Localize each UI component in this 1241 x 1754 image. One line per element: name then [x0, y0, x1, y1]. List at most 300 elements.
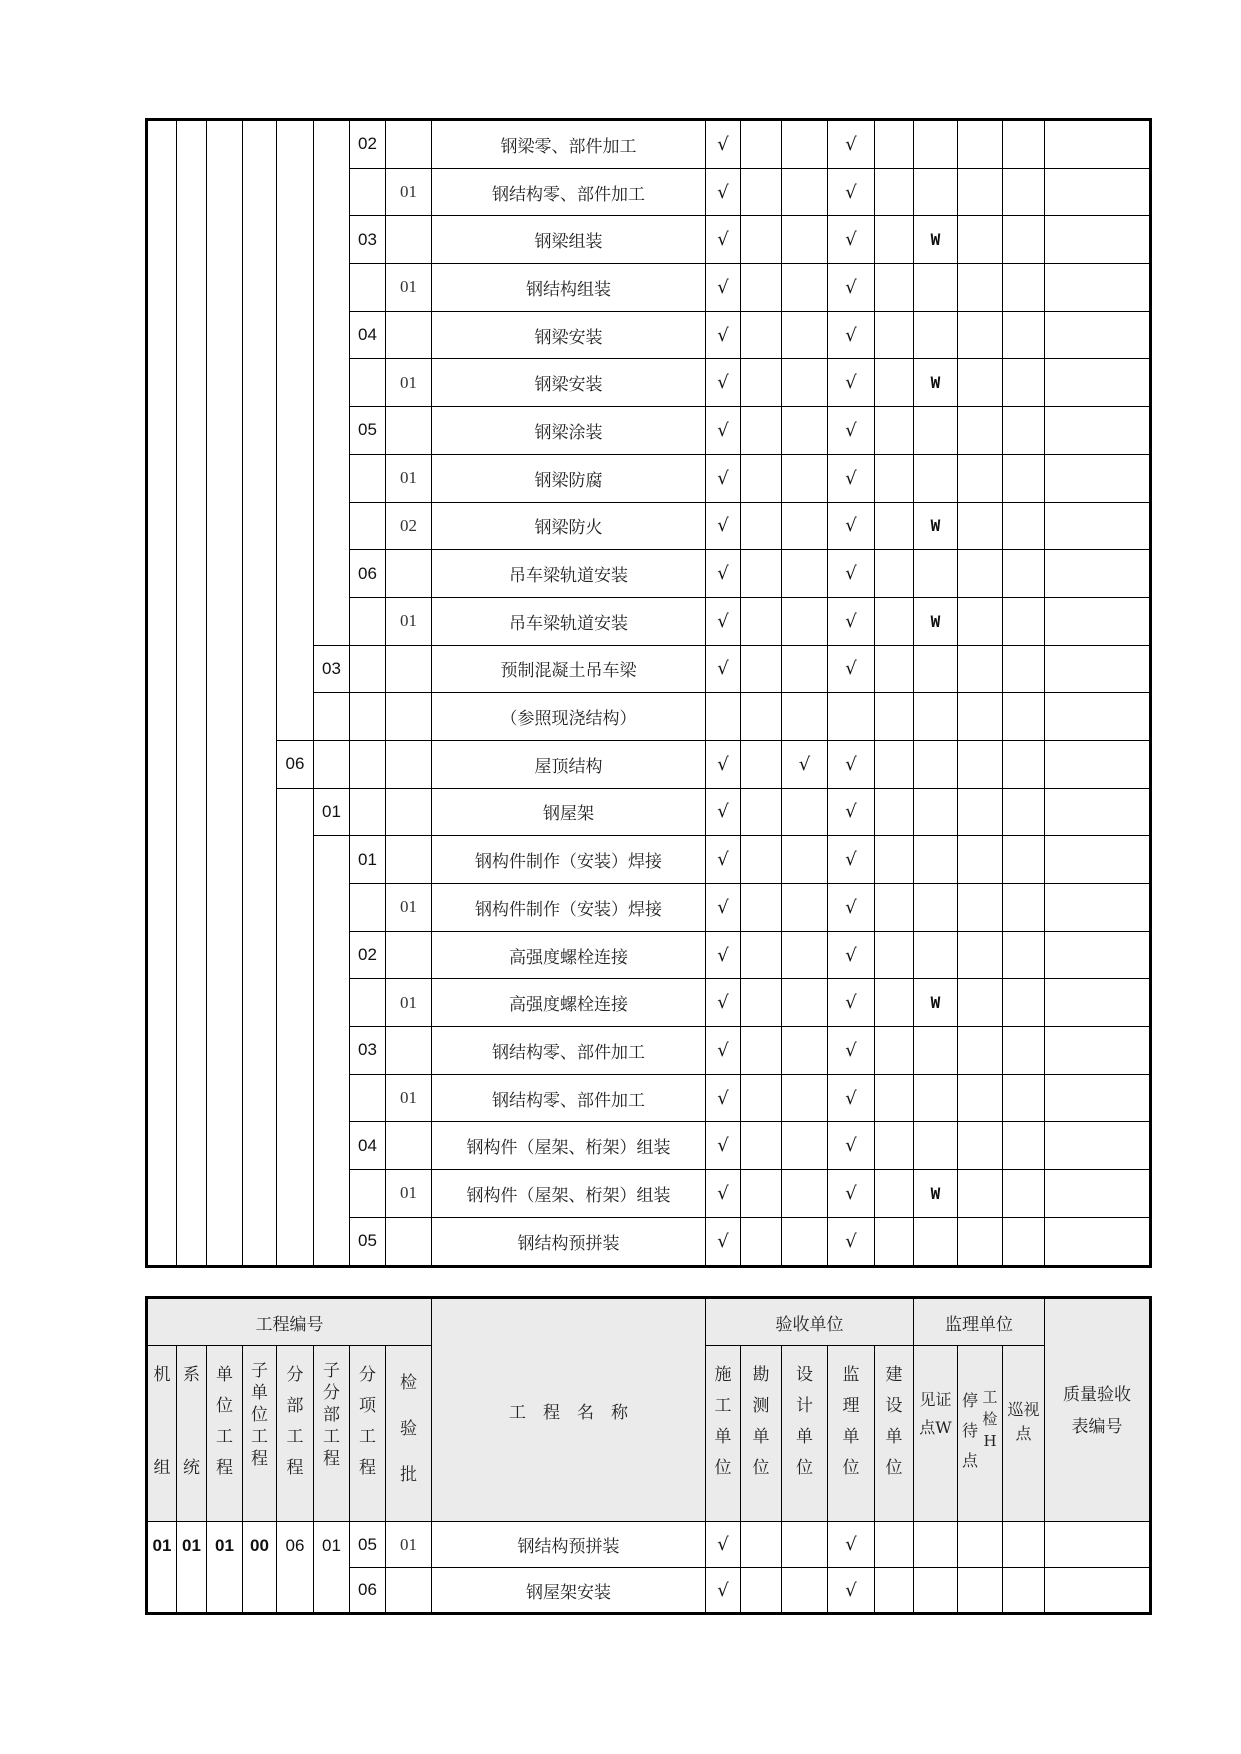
check-sj-cell — [782, 931, 828, 979]
jyp-code-cell: 01 — [386, 168, 432, 216]
check-js-cell — [875, 884, 914, 932]
col-zdw-label: 子单位工程 — [251, 1361, 268, 1469]
hold-point-cell — [958, 1170, 1003, 1218]
hold-point-cell — [958, 120, 1003, 169]
patrol-point-cell — [1003, 1074, 1045, 1122]
table-row — [147, 1522, 1151, 1568]
check-jl-cell: √ — [828, 1027, 875, 1075]
project-name-cell: 高强度螺栓连接 — [432, 979, 706, 1027]
hold-point-cell — [958, 788, 1003, 836]
check-js-cell — [875, 1522, 914, 1568]
witness-point-cell — [914, 550, 958, 598]
hold-point-cell — [958, 1522, 1003, 1568]
check-sg-cell: √ — [706, 740, 741, 788]
check-jl-cell: √ — [828, 359, 875, 407]
code-cell-empty — [350, 359, 386, 407]
code-cell-empty — [350, 645, 386, 693]
project-name-header: 工 程 名 称 — [432, 1298, 706, 1522]
code-cell-empty — [386, 740, 432, 788]
quality-form-cell — [1045, 359, 1151, 407]
code-fb-cell: 06 — [277, 1522, 314, 1614]
code-cell-empty — [177, 120, 207, 1267]
patrol-point-cell — [1003, 454, 1045, 502]
fx-code-cell: 03 — [350, 1027, 386, 1075]
quality-form-cell — [1045, 1074, 1151, 1122]
code-zdw-cell: 00 — [243, 1522, 277, 1614]
patrol-point-cell — [1003, 311, 1045, 359]
col-fx-label: 分项工程 — [359, 1365, 376, 1478]
zfb-code-cell: 01 — [314, 788, 350, 836]
col-dw-header — [207, 1346, 243, 1522]
code-cell-empty — [386, 836, 432, 884]
col-kc-label: 勘测单位 — [752, 1365, 770, 1478]
col-js-header — [875, 1346, 914, 1522]
check-sg-cell: √ — [706, 1027, 741, 1075]
check-js-cell — [875, 788, 914, 836]
hold-point-cell — [958, 645, 1003, 693]
code-cell-empty — [350, 1074, 386, 1122]
check-kc-cell — [741, 1217, 782, 1266]
table-body — [147, 120, 1151, 1267]
hold-point-cell — [958, 1217, 1003, 1266]
check-js-cell — [875, 597, 914, 645]
project-name-cell: 钢结构组装 — [432, 264, 706, 312]
inspection-table-continued — [145, 118, 1152, 1268]
quality-form-cell — [1045, 168, 1151, 216]
patrol-point-cell — [1003, 884, 1045, 932]
check-kc-cell — [741, 884, 782, 932]
quality-form-cell — [1045, 1122, 1151, 1170]
col-h-label: 停待点 — [962, 1391, 979, 1470]
col-dw-label: 单位工程 — [216, 1365, 233, 1478]
col-xt-bottom: 统 — [183, 1458, 200, 1478]
project-name-cell: 钢屋架安装 — [432, 1568, 706, 1614]
witness-point-cell: W — [914, 979, 958, 1027]
check-kc-cell — [741, 264, 782, 312]
check-jl-cell: √ — [828, 1522, 875, 1568]
check-kc-cell — [741, 454, 782, 502]
code-cell-empty — [350, 979, 386, 1027]
check-sg-cell: √ — [706, 168, 741, 216]
col-jz-bottom: 组 — [153, 1458, 171, 1478]
check-kc-cell — [741, 168, 782, 216]
fb-code-cell: 06 — [277, 740, 314, 788]
check-sg-cell: √ — [706, 645, 741, 693]
code-cell-empty — [350, 740, 386, 788]
hold-point-cell — [958, 359, 1003, 407]
project-name-cell: 钢梁涂装 — [432, 407, 706, 455]
check-sg-cell: √ — [706, 931, 741, 979]
code-cell-empty — [314, 120, 350, 646]
check-sj-cell — [782, 1217, 828, 1266]
project-name-cell: 钢梁防腐 — [432, 454, 706, 502]
check-jl-cell: √ — [828, 550, 875, 598]
witness-point-cell — [914, 311, 958, 359]
check-sg-cell — [706, 693, 741, 741]
check-sj-cell — [782, 359, 828, 407]
check-sg-cell: √ — [706, 502, 741, 550]
hold-point-cell — [958, 740, 1003, 788]
project-code-header: 工程编号 — [147, 1298, 432, 1346]
witness-point-cell — [914, 931, 958, 979]
jyp-code-cell: 01 — [386, 884, 432, 932]
check-js-cell — [875, 1074, 914, 1122]
fx-code-cell: 04 — [350, 1122, 386, 1170]
quality-form-cell — [1045, 836, 1151, 884]
supervision-units-header: 监理单位 — [914, 1298, 1045, 1346]
code-cell-empty — [386, 645, 432, 693]
quality-form-cell — [1045, 264, 1151, 312]
jyp-code-cell: 01 — [386, 597, 432, 645]
check-kc-cell — [741, 1522, 782, 1568]
check-sj-cell — [782, 1074, 828, 1122]
check-kc-cell — [741, 120, 782, 169]
quality-form-cell — [1045, 502, 1151, 550]
patrol-point-cell — [1003, 1522, 1045, 1568]
col-js-label: 建设单位 — [885, 1365, 903, 1478]
quality-form-cell — [1045, 1568, 1151, 1614]
witness-point-cell — [914, 693, 958, 741]
check-js-cell — [875, 454, 914, 502]
inspection-table-header — [145, 1296, 1152, 1615]
quality-form-cell — [1045, 216, 1151, 264]
check-js-cell — [875, 502, 914, 550]
check-kc-cell — [741, 645, 782, 693]
check-sg-cell: √ — [706, 1522, 741, 1568]
code-cell-empty — [386, 311, 432, 359]
project-name-cell: 钢结构零、部件加工 — [432, 1074, 706, 1122]
col-jz-top: 机 — [153, 1365, 171, 1385]
witness-point-cell: W — [914, 1170, 958, 1218]
check-sg-cell: √ — [706, 884, 741, 932]
project-name-cell: 钢结构零、部件加工 — [432, 1027, 706, 1075]
code-xt-cell: 01 — [177, 1522, 207, 1614]
check-jl-cell: √ — [828, 979, 875, 1027]
project-name-cell: 钢构件（屋架、桁架）组装 — [432, 1170, 706, 1218]
check-jl-cell: √ — [828, 597, 875, 645]
check-sj-cell — [782, 1522, 828, 1568]
witness-point-cell — [914, 1522, 958, 1568]
code-cell-empty — [277, 120, 314, 741]
check-jl-cell: √ — [828, 1568, 875, 1614]
code-cell-empty — [350, 693, 386, 741]
hold-point-cell — [958, 1122, 1003, 1170]
code-cell-empty — [350, 168, 386, 216]
col-xt-top: 系 — [183, 1365, 200, 1385]
patrol-point-cell — [1003, 1568, 1045, 1614]
quality-form-cell — [1045, 407, 1151, 455]
check-js-cell — [875, 645, 914, 693]
quality-form-cell — [1045, 454, 1151, 502]
check-jl-cell: √ — [828, 645, 875, 693]
check-jl-cell: √ — [828, 168, 875, 216]
patrol-point-cell — [1003, 788, 1045, 836]
check-jl-cell: √ — [828, 931, 875, 979]
code-jz-cell: 01 — [147, 1522, 177, 1614]
check-kc-cell — [741, 502, 782, 550]
project-name-cell: 高强度螺栓连接 — [432, 931, 706, 979]
jyp-code-cell: 01 — [386, 264, 432, 312]
check-js-cell — [875, 216, 914, 264]
hold-point-cell — [958, 168, 1003, 216]
quality-form-cell — [1045, 979, 1151, 1027]
hold-point-cell — [958, 884, 1003, 932]
code-jyp-cell: 01 — [386, 1522, 432, 1568]
table-row — [147, 740, 1151, 788]
fx-code-cell: 06 — [350, 550, 386, 598]
col-kc-header — [741, 1346, 782, 1522]
patrol-point-cell — [1003, 931, 1045, 979]
check-js-cell — [875, 1027, 914, 1075]
hold-point-cell — [958, 1027, 1003, 1075]
code-cell-empty — [386, 931, 432, 979]
code-cell-empty — [350, 264, 386, 312]
witness-point-cell — [914, 1027, 958, 1075]
quality-form-cell — [1045, 1522, 1151, 1568]
quality-form-cell — [1045, 311, 1151, 359]
check-sj-cell — [782, 597, 828, 645]
check-kc-cell — [741, 550, 782, 598]
col-zdw-header — [243, 1346, 277, 1522]
hold-point-cell — [958, 550, 1003, 598]
project-name-cell: 屋顶结构 — [432, 740, 706, 788]
code-dw-cell: 01 — [207, 1522, 243, 1614]
code-cell-empty — [147, 120, 177, 1267]
witness-point-cell — [914, 454, 958, 502]
patrol-point-cell — [1003, 1170, 1045, 1218]
witness-point-cell — [914, 264, 958, 312]
code-cell-empty — [350, 788, 386, 836]
check-sj-cell — [782, 407, 828, 455]
code-cell-empty — [350, 454, 386, 502]
jyp-code-cell: 02 — [386, 502, 432, 550]
check-kc-cell — [741, 597, 782, 645]
check-kc-cell — [741, 1170, 782, 1218]
code-cell-empty — [386, 1122, 432, 1170]
check-sg-cell: √ — [706, 359, 741, 407]
check-js-cell — [875, 120, 914, 169]
quality-form-cell — [1045, 788, 1151, 836]
check-sj-cell — [782, 1122, 828, 1170]
witness-point-cell: W — [914, 502, 958, 550]
code-cell-empty — [207, 120, 243, 1267]
check-sg-cell: √ — [706, 1074, 741, 1122]
check-sg-cell: √ — [706, 264, 741, 312]
check-sg-cell: √ — [706, 1170, 741, 1218]
quality-form-cell — [1045, 550, 1151, 598]
col-jz-header — [147, 1346, 177, 1522]
witness-point-cell — [914, 168, 958, 216]
check-kc-cell — [741, 1122, 782, 1170]
check-jl-cell: √ — [828, 502, 875, 550]
check-js-cell — [875, 264, 914, 312]
check-js-cell — [875, 1170, 914, 1218]
code-cell-empty — [386, 1027, 432, 1075]
patrol-point-cell — [1003, 597, 1045, 645]
col-h2-label: 工检H — [982, 1388, 998, 1450]
fx-code-cell: 02 — [350, 931, 386, 979]
check-sj-cell — [782, 168, 828, 216]
quality-form-cell — [1045, 1170, 1151, 1218]
check-jl-cell: √ — [828, 740, 875, 788]
check-sj-cell — [782, 836, 828, 884]
col-jl-header — [828, 1346, 875, 1522]
hold-point-cell — [958, 407, 1003, 455]
check-sg-cell: √ — [706, 1568, 741, 1614]
witness-point-cell — [914, 740, 958, 788]
patrol-point-cell — [1003, 1122, 1045, 1170]
hold-point-cell — [958, 693, 1003, 741]
table-row — [147, 788, 1151, 836]
check-kc-cell — [741, 979, 782, 1027]
patrol-point-cell — [1003, 645, 1045, 693]
check-js-cell — [875, 931, 914, 979]
hold-point-cell — [958, 1568, 1003, 1614]
witness-point-cell — [914, 1217, 958, 1266]
col-fb-header — [277, 1346, 314, 1522]
witness-point-cell — [914, 645, 958, 693]
check-kc-cell — [741, 1568, 782, 1614]
project-name-cell: 钢屋架 — [432, 788, 706, 836]
check-kc-cell — [741, 1074, 782, 1122]
fx-code-cell: 04 — [350, 311, 386, 359]
check-kc-cell — [741, 693, 782, 741]
code-cell-empty — [314, 836, 350, 1266]
check-sj-cell — [782, 979, 828, 1027]
quality-form-cell — [1045, 931, 1151, 979]
hold-point-cell — [958, 311, 1003, 359]
check-js-cell — [875, 693, 914, 741]
project-name-cell: 钢梁零、部件加工 — [432, 120, 706, 169]
code-cell-empty — [277, 788, 314, 1266]
col-w-label: 见证点W — [919, 1390, 952, 1437]
col-zfb-header — [314, 1346, 350, 1522]
jyp-code-cell: 01 — [386, 1074, 432, 1122]
check-jl-cell: √ — [828, 407, 875, 455]
table-body — [147, 1522, 1151, 1614]
project-name-cell: 钢梁防火 — [432, 502, 706, 550]
col-sg-header — [706, 1346, 741, 1522]
check-sg-cell: √ — [706, 454, 741, 502]
witness-point-cell — [914, 884, 958, 932]
code-jyp-cell — [386, 1568, 432, 1614]
quality-form-header — [1045, 1298, 1151, 1522]
fx-code-cell: 05 — [350, 1217, 386, 1266]
project-name-cell: 吊车梁轨道安装 — [432, 597, 706, 645]
patrol-point-cell — [1003, 836, 1045, 884]
project-name-cell: 钢构件（屋架、桁架）组装 — [432, 1122, 706, 1170]
check-jl-cell: √ — [828, 1170, 875, 1218]
check-sj-cell — [782, 788, 828, 836]
check-sg-cell: √ — [706, 550, 741, 598]
check-jl-cell: √ — [828, 454, 875, 502]
col-jyp-header — [386, 1346, 432, 1522]
check-sg-cell: √ — [706, 407, 741, 455]
check-sg-cell: √ — [706, 597, 741, 645]
code-fx-cell: 06 — [350, 1568, 386, 1614]
project-name-cell: 钢构件制作（安装）焊接 — [432, 836, 706, 884]
hold-point-cell — [958, 454, 1003, 502]
witness-point-cell — [914, 836, 958, 884]
check-sg-cell: √ — [706, 836, 741, 884]
project-name-cell: 钢构件制作（安装）焊接 — [432, 884, 706, 932]
hold-point-cell — [958, 216, 1003, 264]
col-jl-label: 监理单位 — [842, 1365, 860, 1478]
patrol-point-cell — [1003, 168, 1045, 216]
witness-point-cell — [914, 1568, 958, 1614]
patrol-point-cell — [1003, 359, 1045, 407]
col-zfb-label: 子分部工程 — [323, 1361, 340, 1469]
check-sg-cell: √ — [706, 120, 741, 169]
col-s-label: 巡视点 — [1007, 1400, 1040, 1443]
hold-point-cell — [958, 979, 1003, 1027]
check-kc-cell — [741, 311, 782, 359]
check-kc-cell — [741, 740, 782, 788]
check-sj-cell — [782, 502, 828, 550]
check-sg-cell: √ — [706, 1122, 741, 1170]
zfb-code-cell: 03 — [314, 645, 350, 693]
project-name-cell: 钢梁安装 — [432, 359, 706, 407]
code-fx-cell: 05 — [350, 1522, 386, 1568]
patrol-point-cell — [1003, 216, 1045, 264]
quality-form-cell — [1045, 740, 1151, 788]
fx-code-cell: 05 — [350, 407, 386, 455]
patrol-point-cell — [1003, 407, 1045, 455]
check-jl-cell: √ — [828, 884, 875, 932]
col-sj-header — [782, 1346, 828, 1522]
check-sg-cell: √ — [706, 311, 741, 359]
quality-form-label: 质量验收表编号 — [1063, 1385, 1132, 1437]
check-jl-cell: √ — [828, 264, 875, 312]
fx-code-cell: 01 — [350, 836, 386, 884]
check-js-cell — [875, 1568, 914, 1614]
check-js-cell — [875, 1217, 914, 1266]
code-cell-empty — [386, 407, 432, 455]
check-jl-cell: √ — [828, 1122, 875, 1170]
check-js-cell — [875, 740, 914, 788]
quality-form-cell — [1045, 597, 1151, 645]
quality-form-cell — [1045, 693, 1151, 741]
patrol-point-cell — [1003, 120, 1045, 169]
check-js-cell — [875, 1122, 914, 1170]
check-js-cell — [875, 359, 914, 407]
project-name-cell: 钢梁组装 — [432, 216, 706, 264]
jyp-code-cell: 01 — [386, 454, 432, 502]
witness-point-cell — [914, 788, 958, 836]
code-cell-empty — [386, 1217, 432, 1266]
col-w-header — [914, 1346, 958, 1522]
check-kc-cell — [741, 1027, 782, 1075]
witness-point-cell: W — [914, 216, 958, 264]
code-cell-empty — [314, 693, 350, 741]
code-cell-empty — [386, 550, 432, 598]
check-jl-cell: √ — [828, 216, 875, 264]
code-cell-empty — [243, 120, 277, 1267]
hold-point-cell — [958, 264, 1003, 312]
patrol-point-cell — [1003, 693, 1045, 741]
hold-point-cell — [958, 836, 1003, 884]
witness-point-cell — [914, 407, 958, 455]
project-name-cell: 预制混凝土吊车梁 — [432, 645, 706, 693]
check-sj-cell — [782, 311, 828, 359]
hold-point-cell — [958, 502, 1003, 550]
check-jl-cell: √ — [828, 836, 875, 884]
witness-point-cell: W — [914, 359, 958, 407]
col-jyp-label: 检验批 — [400, 1373, 417, 1485]
quality-form-cell — [1045, 645, 1151, 693]
project-name-cell: 吊车梁轨道安装 — [432, 550, 706, 598]
code-cell-empty — [314, 740, 350, 788]
